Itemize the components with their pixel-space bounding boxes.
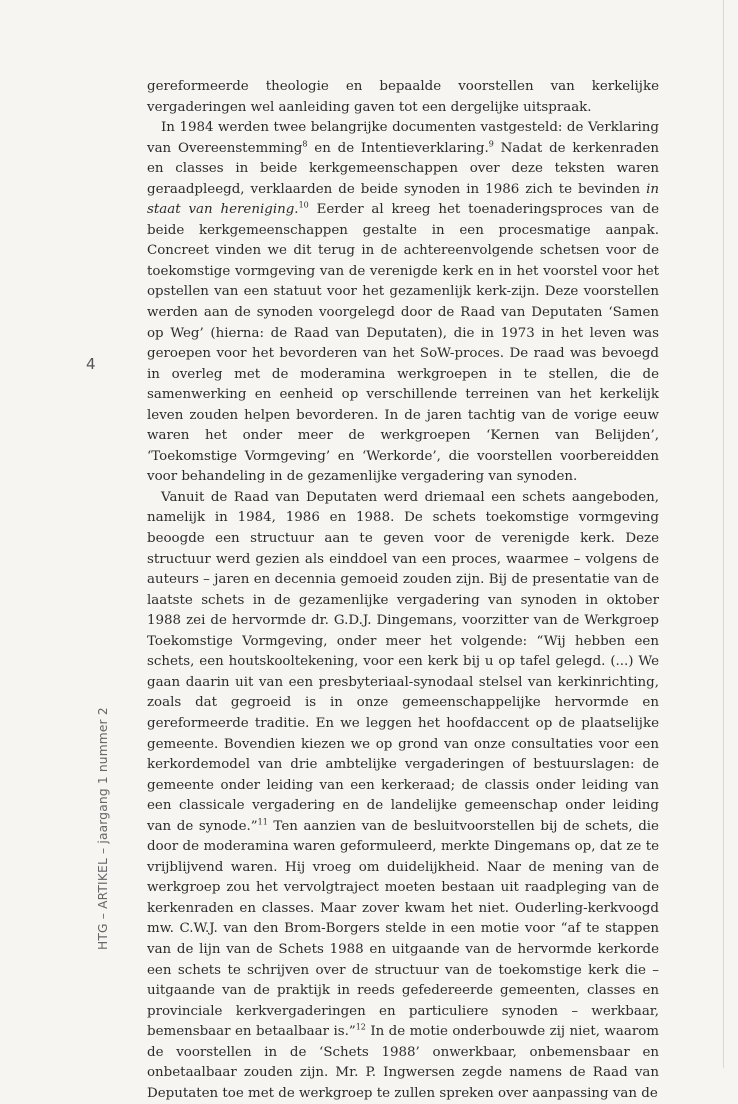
paragraph-3 (147, 488, 659, 1104)
paragraph-2-text-c: Nadat de kerkenraden en classes in beide kerkgemeenschappen over deze teksten waren geraadpleegd, verklaarden de beide synoden in 1986 zich te bevinden (147, 140, 660, 197)
footnote-ref-9: 9 (488, 139, 494, 149)
paragraph-2-text-d: Eerder al kreeg het toenaderingsproces van de beide kerkgemeenschappen gestalte in een procesmatige aanpak. Concreet vinden we dit terug in de achtereenvolgende schetsen voor de toekomstige vormgeving van de verenigde kerk en in het voorstel voor het opstellen van een statuut voor het gezamenlijk kerk-zijn. Deze voorstellen werden aan de synoden voorgelegd door de Raad van Deputaten ‘Samen op Weg’ (hierna: de Raad van Deputaten), die in 1973 in het leven was geroepen voor het bevorderen van het SoW-proces. De raad was bevoegd in overleg met de moderamina werkgroepen in te stellen, die de samenwerking en eenheid op verschillende terreinen van het kerkelijk leven zouden helpen bevorderen. In de jaren tachtig van de vorige eeuw waren het onder meer de werkgroepen ‘Kernen van Belijden’, ‘Toekomstige Vormgeving’ en ‘Werkorde’, die voorstellen voorbereidden voor behandeling in de gezamenlijke vergadering van synoden. (147, 202, 660, 485)
paragraph-1: gereformeerde theologie en bepaalde voorstellen van kerkelijke vergaderingen wel aanleiding gaven tot een dergelijke uitspraak. (147, 79, 659, 115)
paragraph-2 (147, 118, 659, 488)
paragraph-3-text-b: Ten aanzien van de besluitvoorstellen bij de schets, die door de moderamina waren geformuleerd, merkte Dingemans op, dat ze te vrijblijvend waren. Hij vroeg om duidelijkheid. Naar de mening van de werkgroep zou het vervolgtraject moeten bestaan uit raadpleging van de kerkenraden en classes. Maar zover kwam het niet. Ouderling-kerkvoogd mw. C.W.J. van den Brom-Borgers stelde in een motie voor “af te stappen van de lijn van de Schets 1988 en uitgaande van de hervormde kerkorde een schets te schrijven over de structuur van de toekomstige kerk die – uitgaande van de praktijk in reeds gefedereerde gemeenten, classes en provinciale kerkvergaderingen en particuliere synoden – werkbaar, bemensbaar en betaalbaar is.” (147, 818, 659, 1040)
page-number: 4 (86, 355, 96, 373)
paragraph-2-text-a: In 1984 werden twee belangrijke documenten vastgesteld: de Verklaring van Overeenstemming (147, 120, 659, 156)
article-body (147, 77, 659, 1104)
footnote-ref-12: 12 (355, 1022, 366, 1032)
running-head: HTG – ARTIKEL – jaargang 1 nummer 2 (96, 707, 110, 950)
paragraph-2-emphasis: in staat van hereniging. (147, 181, 659, 218)
paragraph-3-text-a: Vanuit de Raad van Deputaten werd driemaal een schets aangeboden, namelijk in 1984, 1986 en 1988. De schets toekomstige vormgeving beoogde een structuur aan te geven voor de verenigde kerk. Deze structuur werd gezien als einddoel van een proces, waarmee – volgens de auteurs – jaren en decennia gemoeid zouden zijn. Bij de presentatie van de laatste schets in de gezamenlijke vergadering van synoden in oktober 1988 zei de hervormde dr. G.D.J. Dingemans, voorzitter van de Werkgroep Toekomstige Vormgeving, onder meer het volgende: “Wij hebben een schets, een houtskooltekening, voor een kerk bij u op tafel gelegd. (...) We gaan daarin uit van een presbyteriaal-synodaal stelsel van kerkinrichting, zoals dat gegroeid is in onze gemeenschappelijke hervormde en gereformeerde traditie. En we leggen het hoofdaccent op de plaatselijke gemeente. Bovendien kiezen we op grond van onze consultaties voor een kerkordemodel van drie ambtelijke vergaderingen of bestuurslagen: de gemeente onder leiding van een kerkeraad; de classis onder leiding van een classicale vergadering en de landelijke gemeenschap onder leiding van de synode.” (147, 489, 659, 834)
paragraph-2-text-b: en de Intentieverklaring. (307, 140, 489, 156)
footnote-ref-11: 11 (257, 817, 268, 827)
footnote-ref-8: 8 (302, 139, 308, 149)
footnote-ref-10: 10 (298, 200, 309, 210)
page-edge-divider (723, 0, 724, 1068)
paragraph-3-text-c: In de motie onderbouwde zij niet, waarom de voorstellen in de ‘Schets 1988’ onwerkbaar, onbemensbaar en onbetaalbaar zouden zijn. Mr. P. Ingwersen zegde namens de Raad van Deputaten toe met de werkgroep te zullen spreken over aanpassing van de (147, 1024, 659, 1101)
